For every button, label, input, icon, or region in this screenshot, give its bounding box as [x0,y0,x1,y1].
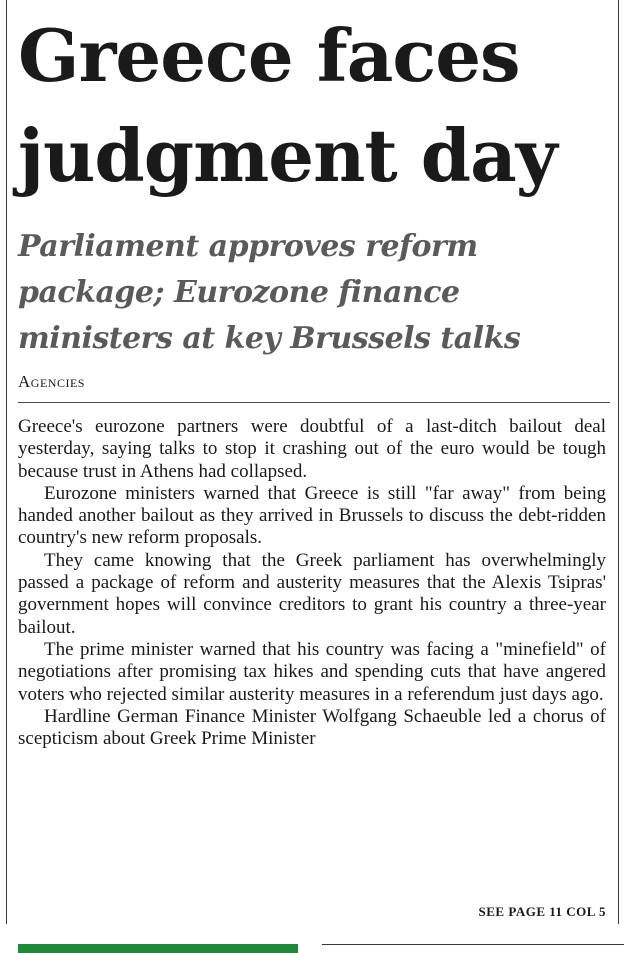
bottom-divider [322,944,624,945]
headline: Greece faces judgment day [18,13,557,198]
byline-divider [18,402,610,403]
right-column-rule [618,0,619,924]
article-paragraph: They came knowing that the Greek parliament has overwhelmingly passed a package of reform and austerity measures that the Alexis Tsipras' government hopes will convince creditors to grant his country a three-year bailout. [18,549,606,638]
left-column-rule [6,0,7,924]
article-paragraph: Hardline German Finance Minister Wolfgang Schaeuble led a chorus of scepticism about Greek Prime Minister [18,705,606,750]
green-accent-bar [18,944,298,953]
article-paragraph: The prime minister warned that his country was facing a "minefield" of negotiations after promising tax hikes and spending cuts that have angered voters who rejected similar austerity measures in a referendum just days ago. [18,638,606,705]
subheadline: Parliament approves reform package; Eurozone finance ministers at key Brussels talks [18,229,521,356]
article-paragraph: Eurozone ministers warned that Greece is still "far away" from being handed another bailout as they arrived in Brussels to discuss the debt-ridden country's new reform proposals. [18,482,606,549]
article-body [18,416,606,750]
byline: Agencies [18,372,85,391]
continuation-jump: SEE PAGE 11 COL 5 [478,904,606,919]
article-paragraph: Greece's eurozone partners were doubtful of a last-ditch bailout deal yesterday, saying talks to stop it crashing out of the euro would be tough because trust in Athens had collapsed. [18,416,606,482]
